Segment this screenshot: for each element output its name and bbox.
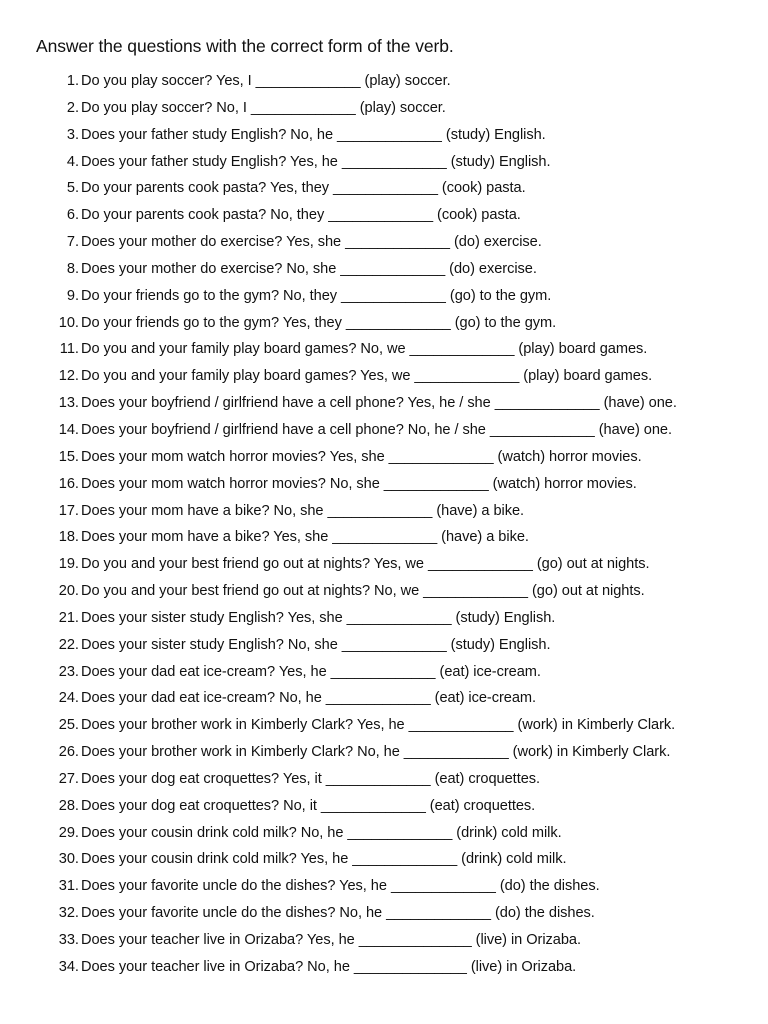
question-item [0,202,768,229]
question-text: Does your mother do exercise? Yes, she _____________ (do) exercise. [81,234,542,251]
question-number: 25. [58,717,79,734]
question-number: 23. [58,663,79,680]
question-text: Does your sister study English? Yes, she _____________ (study) English. [81,609,556,626]
question-number: 34. [58,958,79,975]
question-number: 16. [58,475,79,492]
question-text: Does your father study English? Yes, he _____________ (study) English. [81,153,551,170]
question-number: 30. [58,851,79,868]
question-text: Does your boyfriend / girlfriend have a cell phone? Yes, he / she _____________ (have) one. [81,395,677,412]
question-text: Does your teacher live in Orizaba? Yes, he ______________ (live) in Orizaba. [81,932,581,948]
question-text: Does your sister study English? No, she _____________ (study) English. [81,636,551,653]
question-text: Does your cousin drink cold milk? No, he _____________ (drink) cold milk. [81,824,562,841]
question-number: 13. [58,395,79,412]
question-number: 2. [66,99,79,116]
question-text: Does your brother work in Kimberly Clark? No, he _____________ (work) in Kimberly Clark. [81,744,671,761]
question-number: 7. [66,234,79,251]
question-number: 3. [66,126,79,143]
question-item [0,578,768,605]
question-number: 22. [58,636,79,653]
question-item [0,766,768,793]
question-text: Does your father study English? No, he _____________ (study) English. [81,126,546,143]
question-number: 5. [66,180,79,197]
question-number: 9. [66,287,79,304]
question-item [0,900,768,927]
question-number: 20. [58,583,79,600]
question-item [0,927,768,954]
question-item [0,122,768,149]
question-text: Does your mom have a bike? No, she _____________ (have) a bike. [81,502,525,519]
question-text: Does your mother do exercise? No, she _____________ (do) exercise. [81,260,537,277]
question-number: 4. [66,153,79,170]
question-text: Does your favorite uncle do the dishes? Yes, he _____________ (do) the dishes. [81,878,600,895]
question-number: 26. [58,744,79,761]
question-text: Do you play soccer? No, I _____________ (play) soccer. [81,99,446,116]
question-text: Does your mom watch horror movies? Yes, she _____________ (watch) horror movies. [81,448,642,465]
question-text: Do you and your family play board games? Yes, we _____________ (play) board games. [81,368,653,385]
question-item [0,739,768,766]
question-text: Does your boyfriend / girlfriend have a cell phone? No, he / she _____________ (have) one. [81,421,673,438]
question-text: Do your parents cook pasta? No, they _____________ (cook) pasta. [81,207,521,224]
question-text: Do you and your best friend go out at nights? No, we _____________ (go) out at nights. [81,583,645,600]
question-number: 24. [58,690,79,707]
question-item [0,954,768,981]
question-text: Does your favorite uncle do the dishes? No, he _____________ (do) the dishes. [81,905,595,922]
question-text: Does your mom have a bike? Yes, she _____________ (have) a bike. [81,529,529,546]
question-number: 31. [58,878,79,895]
question-item [0,712,768,739]
question-item [0,256,768,283]
question-item [0,417,768,444]
question-text: Do your parents cook pasta? Yes, they _____________ (cook) pasta. [81,180,526,197]
question-item [0,336,768,363]
question-list [0,68,768,981]
question-text: Do you and your best friend go out at nights? Yes, we _____________ (go) out at nights. [81,556,650,573]
question-number: 11. [59,341,79,358]
question-number: 12. [58,368,79,385]
question-number: 21. [58,609,79,626]
instructions-heading: Answer the questions with the correct form of the verb. [36,36,454,56]
question-number: 33. [58,932,79,948]
question-item [0,551,768,578]
question-number: 19. [58,556,79,573]
question-text: Does your cousin drink cold milk? Yes, he _____________ (drink) cold milk. [81,851,567,868]
question-number: 15. [58,448,79,465]
question-text: Does your dad eat ice-cream? No, he _____________ (eat) ice-cream. [81,690,537,707]
question-item [0,820,768,847]
question-text: Does your brother work in Kimberly Clark? Yes, he _____________ (work) in Kimberly Clark. [81,717,676,734]
question-item [0,444,768,471]
question-text: Does your teacher live in Orizaba? No, he ______________ (live) in Orizaba. [81,958,577,975]
question-text: Do you play soccer? Yes, I _____________ (play) soccer. [81,73,451,89]
question-text: Do your friends go to the gym? Yes, they _____________ (go) to the gym. [81,314,557,331]
question-number: 14. [58,421,79,438]
question-item [0,283,768,310]
question-item [0,846,768,873]
question-number: 8. [66,260,79,277]
question-number: 28. [58,797,79,814]
question-item [0,685,768,712]
question-item [0,149,768,176]
question-number: 18. [58,529,79,546]
question-number: 6. [66,207,79,224]
question-item [0,873,768,900]
question-text: Do you and your family play board games? No, we _____________ (play) board games. [81,341,648,358]
question-item [0,605,768,632]
question-item [0,632,768,659]
question-item [0,471,768,498]
question-text: Do your friends go to the gym? No, they _____________ (go) to the gym. [81,287,552,304]
question-text: Does your mom watch horror movies? No, she _____________ (watch) horror movies. [81,475,637,492]
question-item [0,390,768,417]
question-item [0,229,768,256]
question-number: 1. [66,73,79,89]
question-number: 17. [58,502,79,519]
question-text: Does your dog eat croquettes? Yes, it _____________ (eat) croquettes. [81,770,541,787]
question-number: 27. [58,770,79,787]
question-item [0,793,768,820]
question-number: 29. [58,824,79,841]
question-item [0,659,768,686]
question-item [0,310,768,337]
question-item [0,363,768,390]
question-number: 10. [58,314,79,331]
question-number: 32. [58,905,79,922]
question-item [0,95,768,122]
question-item [0,498,768,525]
question-item [0,68,768,95]
question-text: Does your dad eat ice-cream? Yes, he _____________ (eat) ice-cream. [81,663,541,680]
question-item [0,524,768,551]
question-text: Does your dog eat croquettes? No, it _____________ (eat) croquettes. [81,797,536,814]
question-item [0,175,768,202]
